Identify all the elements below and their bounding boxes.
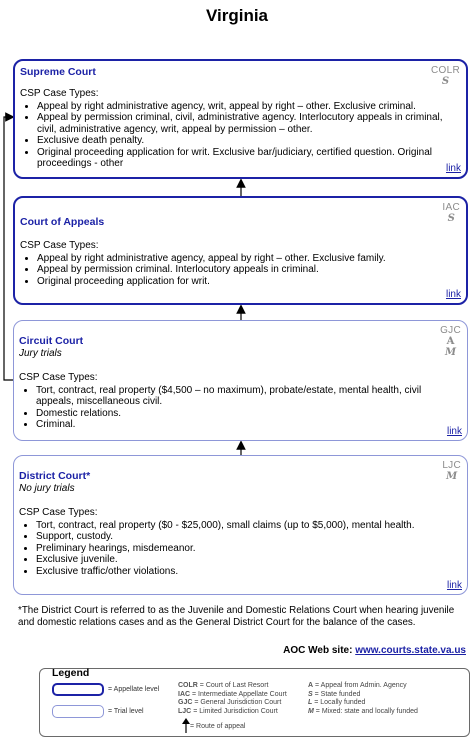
court-name: Court of Appeals (20, 216, 105, 228)
route-of-appeal-label: = Route of appeal (190, 723, 246, 730)
court-name: Supreme Court (20, 66, 96, 78)
circuit-court-box (13, 320, 468, 441)
legend-entry: M = Mixed: state and locally funded (308, 707, 418, 715)
legend-entry: L = Locally funded (308, 699, 366, 706)
court-subtitle: Jury trials (19, 348, 62, 359)
court-tag (442, 460, 461, 482)
page-title: Virginia (205, 6, 269, 25)
district-court-box (13, 455, 468, 595)
list-item: • Exclusive juvenile. (36, 554, 459, 566)
list-item: • Appeal by permission criminal, civil, administrative agency. Interlocutory appeals in criminal, civil, administrative agency, writ, appeal by permission – other. (37, 112, 460, 135)
appeal-arrow-circuit-supreme (4, 117, 13, 380)
list-item: • Original proceeding application for writ. Exclusive bar/judiciary, certified question. Original proceedings - other (37, 147, 460, 170)
supreme-court-link[interactable]: link (445, 163, 461, 174)
supreme-court-box (13, 59, 468, 179)
court-level-code: GJC (440, 325, 461, 336)
legend-entry: S = State funded (308, 690, 361, 698)
legend (39, 668, 470, 737)
mixed-funded-icon: M (445, 347, 457, 358)
aoc-website-link[interactable]: www.courts.state.va.us (355, 645, 466, 656)
court-level-code: LJC (442, 460, 461, 471)
case-types-list (20, 101, 460, 170)
list-item: • Tort, contract, real property ($4,500 – no maximum), probate/estate, mental health, civil appeals, miscellaneous civil. (36, 385, 439, 408)
list-item: • Domestic relations. (36, 408, 439, 420)
case-types (19, 507, 459, 577)
legend-symbols (308, 682, 418, 716)
list-item: • Exclusive traffic/other violations. (36, 566, 459, 578)
mixed-funded-icon: M (446, 471, 458, 482)
case-types-list (19, 385, 439, 431)
state-funded-icon: S (447, 213, 455, 224)
list-item: • Preliminary hearings, misdemeanor. (36, 543, 459, 555)
court-name: Circuit Court (19, 335, 84, 347)
trial-level-swatch (52, 705, 104, 718)
court-of-appeals-link[interactable]: link (445, 289, 461, 300)
case-types-list (19, 520, 459, 578)
admin-agency-icon: A (446, 336, 455, 347)
court-tag (442, 202, 460, 224)
trial-level-label: = Trial level (108, 708, 144, 715)
circuit-court-link[interactable]: link (446, 426, 462, 437)
route-of-appeal-arrow-icon (182, 718, 190, 734)
appellate-level-swatch (52, 683, 104, 696)
list-item: • Criminal. (36, 419, 439, 431)
court-tag (440, 325, 461, 358)
legend-entry: GJC = General Jurisdiction Court (178, 699, 282, 706)
aoc-website (283, 645, 466, 656)
list-item: • Appeal by right administrative agency, appeal by right – other. Exclusive family. (37, 253, 460, 265)
legend-title: Legend (52, 667, 90, 679)
case-types-list (20, 253, 460, 288)
case-types (20, 240, 460, 287)
case-types-label: CSP Case Types: (19, 507, 98, 518)
legend-codes (178, 682, 287, 716)
list-item: • Tort, contract, real property ($0 - $25,000), small claims (up to $5,000), mental health. (36, 520, 459, 532)
court-of-appeals-box (13, 196, 468, 305)
court-name: District Court* (19, 470, 91, 482)
case-types-label: CSP Case Types: (20, 240, 99, 251)
case-types (20, 88, 460, 170)
case-types (19, 372, 439, 431)
court-subtitle: No jury trials (19, 483, 75, 494)
list-item: • Exclusive death penalty. (37, 135, 460, 147)
court-tag (431, 65, 460, 87)
footnote: *The District Court is referred to as the Juvenile and Domestic Relations Court when hearing juvenile and domestic relations cases and as the General District Court for the balance of the cases. (18, 605, 455, 628)
state-funded-icon: S (441, 76, 450, 87)
legend-entry: A = Appeal from Admin. Agency (308, 682, 407, 689)
court-level-code: COLR (431, 65, 460, 76)
aoc-label: AOC Web site: (283, 645, 353, 656)
district-court-link[interactable]: link (446, 580, 462, 591)
legend-entry: IAC = Intermediate Appellate Court (178, 690, 287, 698)
list-item: • Support, custody. (36, 531, 459, 543)
list-item: • Appeal by permission criminal. Interlocutory appeals in criminal. (37, 264, 460, 276)
case-types-label: CSP Case Types: (19, 372, 98, 383)
list-item: • Appeal by right administrative agency, writ, appeal by right – other. Exclusive criminal. (37, 101, 460, 113)
appellate-level-label: = Appellate level (108, 686, 160, 693)
legend-entry: COLR = Court of Last Resort (178, 682, 269, 689)
case-types-label: CSP Case Types: (20, 88, 99, 99)
court-level-code: IAC (442, 202, 460, 213)
legend-entry: LJC = Limited Jurisdiction Court (178, 707, 278, 715)
list-item: • Original proceeding application for writ. (37, 276, 460, 288)
